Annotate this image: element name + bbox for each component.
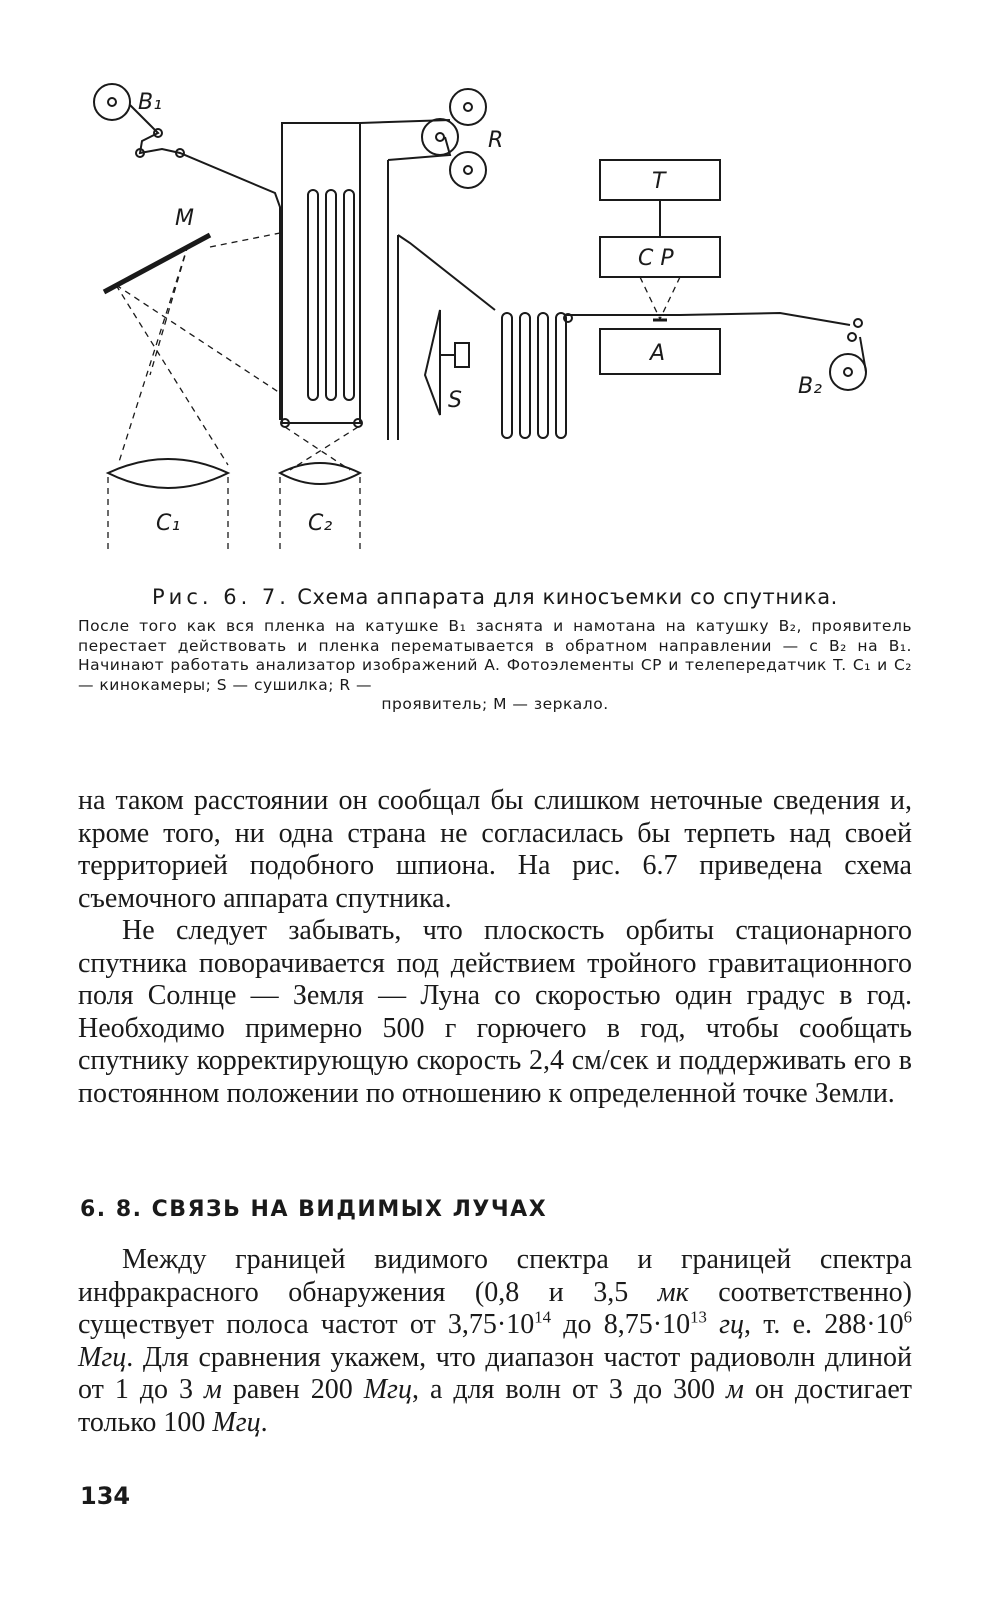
exp-13: 13 [690, 1307, 707, 1327]
label-b2: B₂ [798, 374, 822, 399]
label-cp: C P [638, 246, 674, 271]
unit-mgc-2: Мгц [363, 1374, 412, 1405]
caption-body: После того как вся пленка на катушке B₁ заснята и намотана на катушку B₂, проявитель перестает действовать и пленка перематывается в обратном направлении — с B₂ на B₁. Начинают работать анализатор изображений A. Фотоэлементы CP и телепередатчик T. C₁ и C₂ — кинокамеры; S — сушилка; R — [78, 617, 912, 694]
label-t: T [652, 169, 666, 194]
reel-b2 [830, 337, 866, 390]
reels-r [422, 89, 486, 188]
dryer-s [425, 310, 469, 415]
figure-caption [78, 585, 912, 715]
lens-c2 [280, 463, 360, 484]
caption-title [78, 585, 912, 609]
label-a: A [650, 341, 666, 366]
lens-c1 [108, 459, 228, 488]
exp-14: 14 [534, 1307, 552, 1327]
caption-last-line: проявитель; M — зеркало. [381, 695, 609, 713]
sp-p3: до 8,75·10 [551, 1309, 691, 1340]
label-m: M [175, 206, 194, 231]
sp-p11: . [260, 1406, 268, 1438]
page-number: 134 [80, 1482, 131, 1510]
label-c1: C₁ [156, 511, 181, 536]
sp-p4 [707, 1309, 719, 1340]
label-s: S [448, 388, 462, 413]
label-b1: B₁ [138, 90, 162, 115]
reel-b1 [94, 84, 130, 120]
apparatus-diagram-svg [80, 75, 910, 565]
unit-mgc-3: Мгц [212, 1406, 261, 1438]
sp-p8: равен 200 [221, 1374, 364, 1405]
exp-6: 6 [903, 1307, 913, 1327]
unit-mgc-1: Мгц [78, 1341, 127, 1373]
sp-p10: он достигает только 100 [78, 1374, 912, 1438]
sp-p5: , т. е. 288·10 [744, 1309, 904, 1340]
sp-p2: соответственно) существует полоса частот от 3,75·10 [78, 1276, 912, 1340]
caption-title-text: Схема аппарата для киносъемки со спутника. [297, 585, 838, 609]
sp-p9: , а для волн от 3 до 300 [411, 1374, 727, 1405]
caption-figure-number: Рис. 6. 7. [152, 585, 290, 609]
mirror-m [104, 235, 210, 292]
sp-p7: . Для сравнения укажем, что диапазон частот радиоволн длиной от 1 до 3 [78, 1341, 912, 1405]
label-c2: C₂ [308, 511, 333, 536]
unit-mk: мк [657, 1276, 689, 1308]
paragraph-1: на таком расстоянии он сообщал бы слишком неточные сведения и, кроме того, ни одна страна не согласилась бы терпеть над своей территорией подобного шпиона. На рис. 6.7 приведена схема съемочного аппарата спутника. [78, 785, 912, 914]
body-text [78, 785, 912, 1110]
unit-m-2: м [726, 1374, 744, 1405]
paragraph-2: Не следует забывать, что плоскость орбиты стационарного спутника поворачивается под действием тройного гравитационного поля Солнце — Земля — Луна со скоростью один градус в год. Необходимо примерно 500 г горючего в год, чтобы сообщать спутнику корректирующую скорость 2,4 см/сек и поддерживать его в постоянном положении по отношению к определенной точке Земли. [78, 915, 912, 1109]
apparatus-diagram [80, 75, 910, 565]
section-heading: 6. 8. СВЯЗЬ НА ВИДИМЫХ ЛУЧАХ [80, 1197, 548, 1222]
label-r: R [488, 128, 504, 153]
sp-p1: Между границей видимого спектра и границей спектра инфракрасного обнаружения (0,8 и 3,5 [78, 1244, 912, 1308]
section-body [78, 1244, 912, 1439]
unit-gc: гц [719, 1309, 745, 1340]
section-paragraph [78, 1244, 912, 1439]
unit-m-1: м [204, 1374, 222, 1405]
